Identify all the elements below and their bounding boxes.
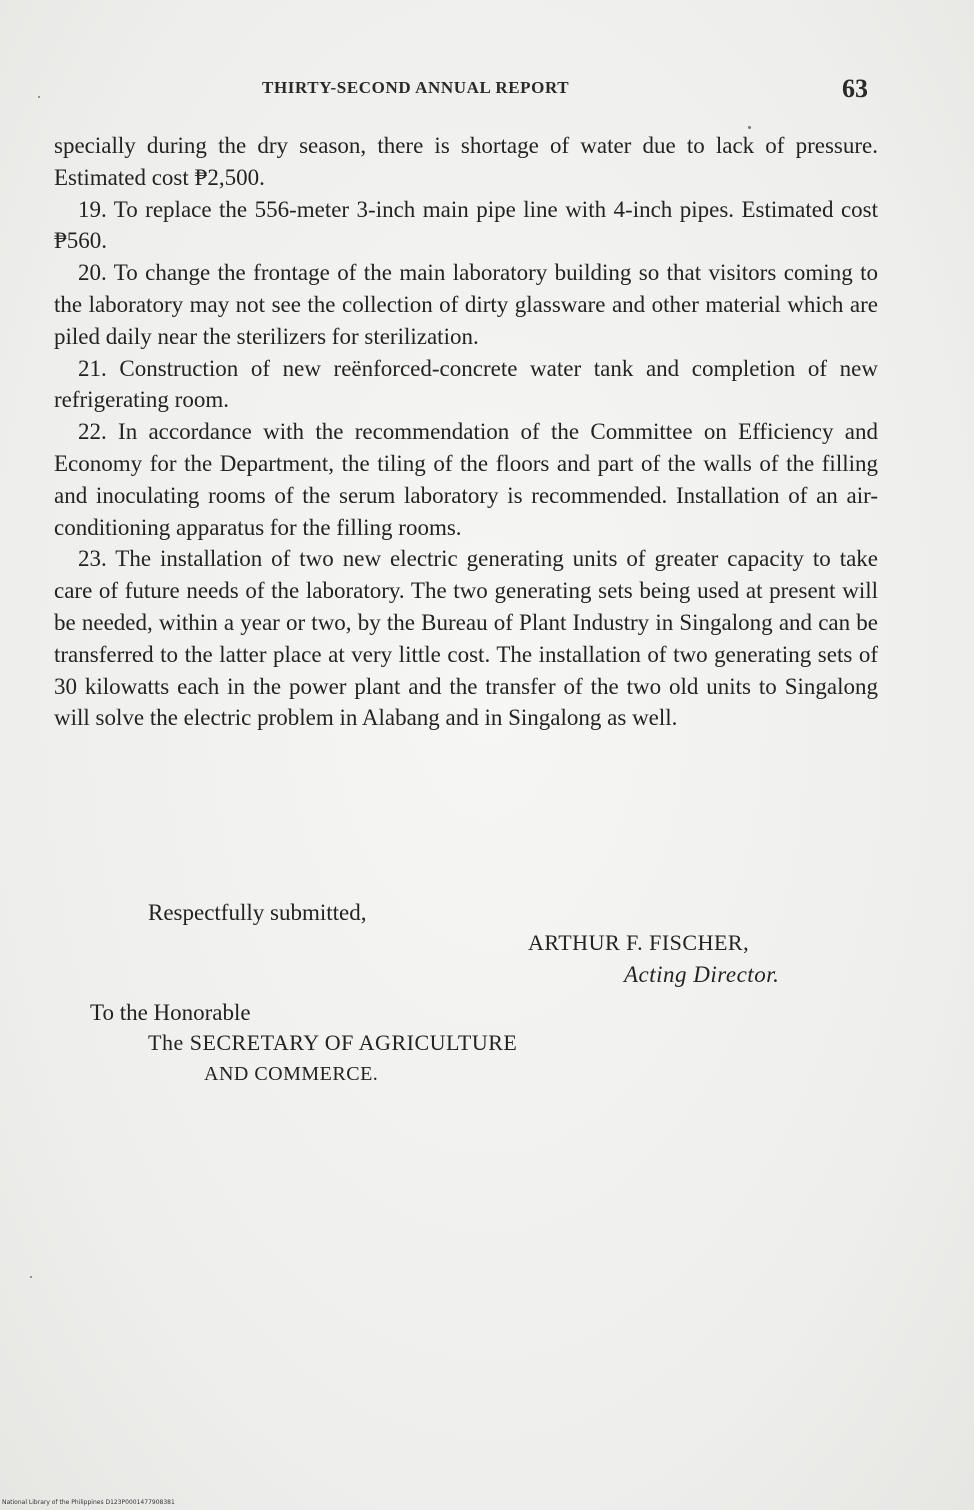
paragraph-continuation: specially during the dry season, there is shortage of water due to lack of pressure. Estimated cost ₱2,500.	[54, 133, 878, 190]
addressee-line-2: The SECRETARY OF AGRICULTURE	[148, 1030, 518, 1055]
page-number: 63	[842, 74, 868, 103]
addressee-line-1: To the Honorable	[90, 1000, 251, 1025]
paragraph-item-23: 23. The installation of two new electric generating units of greater capacity to take care of future needs of the laboratory. The two generating sets being used at present will be needed, within a year or two, by the Bureau of Plant Industry in Singalong and can be transferred to the latter place at very little cost. The installation of two generating sets of 30 kilowatts each in the power plant and the transfer of the two old units to Singalong will solve the electric problem in Alabang and in Singalong as well.	[54, 546, 878, 731]
closing-salutation: Respectfully submitted,	[148, 900, 367, 925]
signer-title: Acting Director.	[624, 962, 780, 987]
scan-speck	[30, 1276, 32, 1278]
paragraph-item-21: 21. Construction of new reënforced-concrete water tank and completion of new refrigerating room.	[54, 355, 878, 413]
paragraph-item-19: 19. To replace the 556-meter 3-inch main pipe line with 4-inch pipes. Estimated cost ₱560.	[54, 196, 878, 254]
addressee-line-3: AND COMMERCE.	[204, 1063, 379, 1085]
scan-speck	[748, 126, 751, 129]
page-header	[0, 74, 974, 114]
running-title: THIRTY-SECOND ANNUAL REPORT	[262, 78, 570, 97]
scan-speck	[38, 96, 40, 98]
paragraph-item-22: 22. In accordance with the recommendation of the Committee on Efficiency and Economy for the Department, the tiling of the floors and part of the walls of the filling and inoculating rooms of the serum laboratory is recommended. Installation of an air-conditioning apparatus for the filling rooms.	[54, 419, 878, 540]
paragraph-item-20: 20. To change the frontage of the main laboratory building so that visitors coming to the laboratory may not see the collection of dirty glassware and other material which are piled daily near the sterilizers for sterilization.	[54, 260, 878, 349]
library-footer-mark: National Library of the Philippines D123P0001477908381	[2, 1499, 175, 1506]
signer-name: ARTHUR F. FISCHER,	[528, 930, 750, 955]
report-body	[54, 130, 878, 734]
